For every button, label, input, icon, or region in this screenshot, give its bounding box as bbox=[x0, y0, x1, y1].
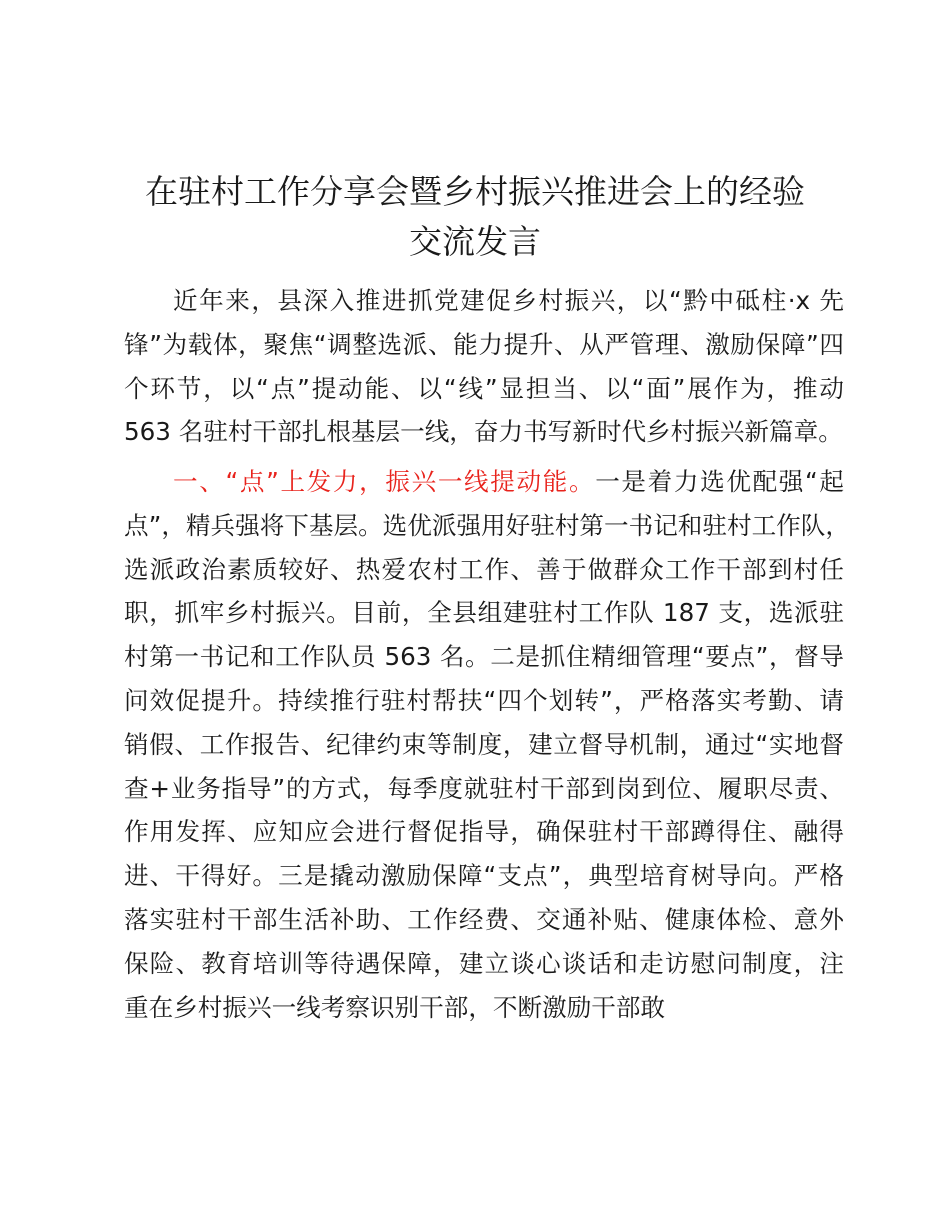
paragraph-line: 查+业务指导”的方式，每季度就驻村干部到岗到位、履职尽责、 bbox=[124, 773, 844, 803]
document-title-line-1: 在驻村工作分享会暨乡村振兴推进会上的经验 bbox=[145, 172, 805, 211]
paragraph-line: 落实驻村干部生活补助、工作经费、交通补贴、健康体检、意外 bbox=[124, 904, 844, 934]
section-heading: 一、“点”上发力，振兴一线提动能。 bbox=[173, 467, 596, 496]
paragraph-line: 保险、教育培训等待遇保障，建立谈心谈话和走访慰问制度，注 bbox=[124, 948, 844, 978]
section-text: 一是着力选优配强“起 bbox=[595, 467, 845, 496]
paragraph-line: 问效促提升。持续推行驻村帮扶“四个划转”，严格落实考勤、请 bbox=[124, 685, 844, 715]
paragraph-line: 村第一书记和工作队员 563 名。二是抓住精细管理“要点”，督导 bbox=[124, 642, 844, 672]
paragraph-line: 重在乡村振兴一线考察识别干部，不断激励干部敢 bbox=[124, 992, 666, 1022]
document-title-line-2: 交流发言 bbox=[409, 222, 541, 261]
paragraph-line: 进、干得好。三是撬动激励保障“支点”，典型培育树导向。严格 bbox=[124, 861, 844, 891]
paragraph-line: 个环节，以“点”提动能、以“线”显担当、以“面”展作为，推动 bbox=[124, 373, 844, 403]
paragraph-line: 职，抓牢乡村振兴。目前，全县组建驻村工作队 187 支，选派驻 bbox=[124, 598, 844, 628]
paragraph-line: 近年来，县深入推进抓党建促乡村振兴，以“黔中砥柱·x 先 bbox=[173, 286, 844, 315]
paragraph-section-one bbox=[124, 460, 850, 1029]
paragraph-line: 销假、工作报告、纪律约束等制度，建立督导机制，通过“实地督 bbox=[124, 729, 844, 759]
paragraph-line: 选派政治素质较好、热爱农村工作、善于做群众工作干部到村任 bbox=[124, 554, 844, 584]
paragraph-line: 563 名驻村干部扎根基层一线，奋力书写新时代乡村振兴新篇章。 bbox=[124, 417, 843, 447]
paragraph-line bbox=[124, 460, 844, 504]
paragraph-line: 锋”为载体，聚焦“调整选派、能力提升、从严管理、激励保障”四 bbox=[124, 329, 844, 359]
paragraph-line: 点”，精兵强将下基层。选优派强用好驻村第一书记和驻村工作队， bbox=[124, 510, 850, 540]
paragraph-line: 作用发挥、应知应会进行督促指导，确保驻村干部蹲得住、融得 bbox=[124, 817, 844, 847]
paragraph-intro bbox=[124, 279, 844, 454]
